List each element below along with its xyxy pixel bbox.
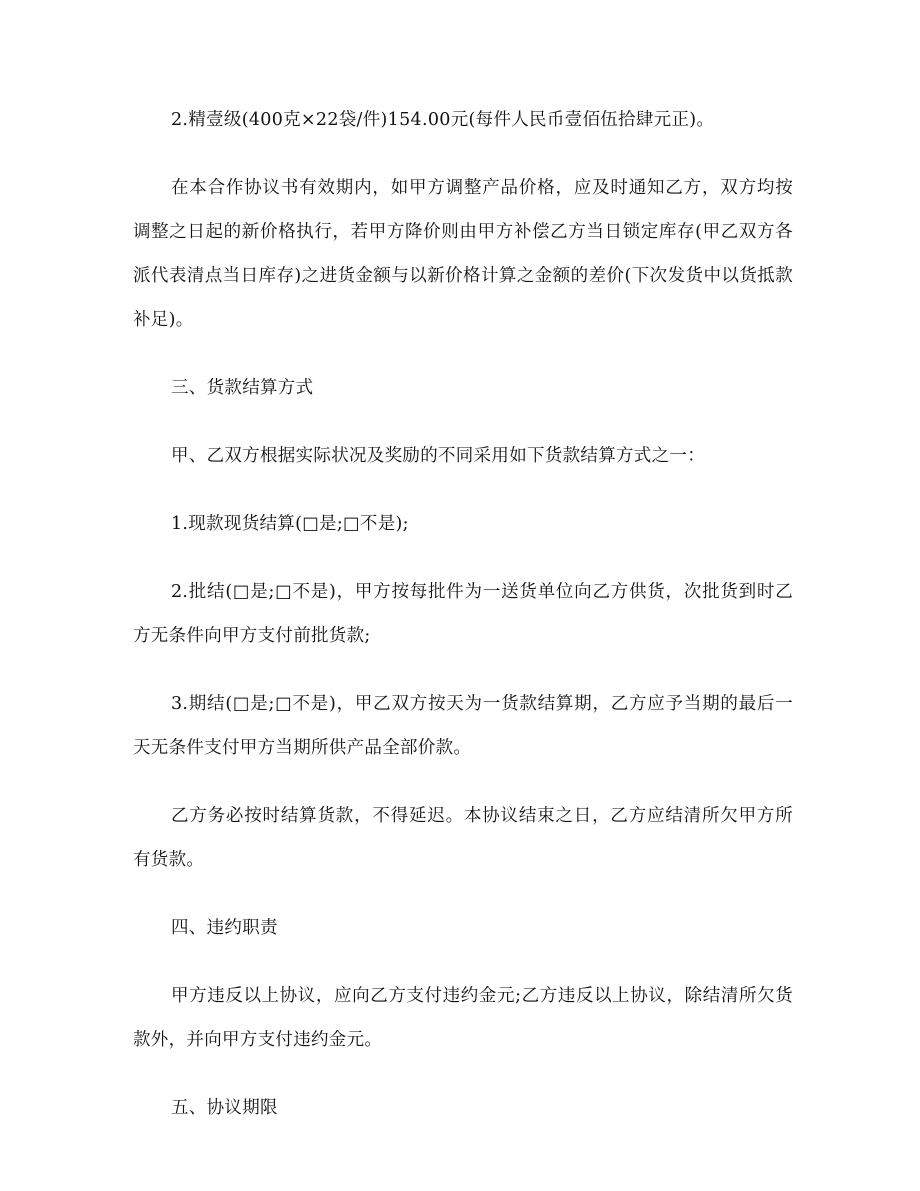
- document-body: [133, 98, 793, 1154]
- section-heading-breach-liability: 四、违约职责: [171, 918, 278, 938]
- settlement-option-3-paragraph: 3.期结(□是;□不是)，甲乙双方按天为一货款结算期，乙方应予当期的最后一天无条件支付甲方当期所供产品全部价款。: [133, 694, 793, 758]
- price-item-2-paragraph: 2.精壹级(400克×22袋/件)154.00元(每件人民币壹佰伍拾肆元正)。: [171, 110, 715, 130]
- section-heading-payment-settlement: 三、货款结算方式: [171, 378, 314, 398]
- section-heading-agreement-term: 五、协议期限: [171, 1098, 278, 1118]
- breach-penalty-paragraph: 甲方违反以上协议，应向乙方支付违约金元;乙方违反以上协议，除结清所欠货款外，并向甲方支付违约金元。: [133, 986, 793, 1050]
- on-time-payment-paragraph: 乙方务必按时结算货款，不得延迟。本协议结束之日，乙方应结清所欠甲方所有货款。: [133, 806, 793, 870]
- settlement-option-2-paragraph: 2.批结(□是;□不是)，甲方按每批件为一送货单位向乙方供货，次批货到时乙方无条件向甲方支付前批货款;: [133, 582, 793, 646]
- price-adjustment-paragraph: 在本合作协议书有效期内，如甲方调整产品价格，应及时通知乙方，双方均按调整之日起的新价格执行，若甲方降价则由甲方补偿乙方当日锁定库存(甲乙双方各派代表清点当日库存)之进货金额与以新价格计算之金额的差价(下次发货中以货抵款补足)。: [133, 178, 793, 330]
- settlement-intro-paragraph: 甲、乙双方根据实际状况及奖励的不同采用如下货款结算方式之一：: [171, 446, 705, 466]
- settlement-option-1-paragraph: 1.现款现货结算(□是;□不是);: [171, 514, 409, 534]
